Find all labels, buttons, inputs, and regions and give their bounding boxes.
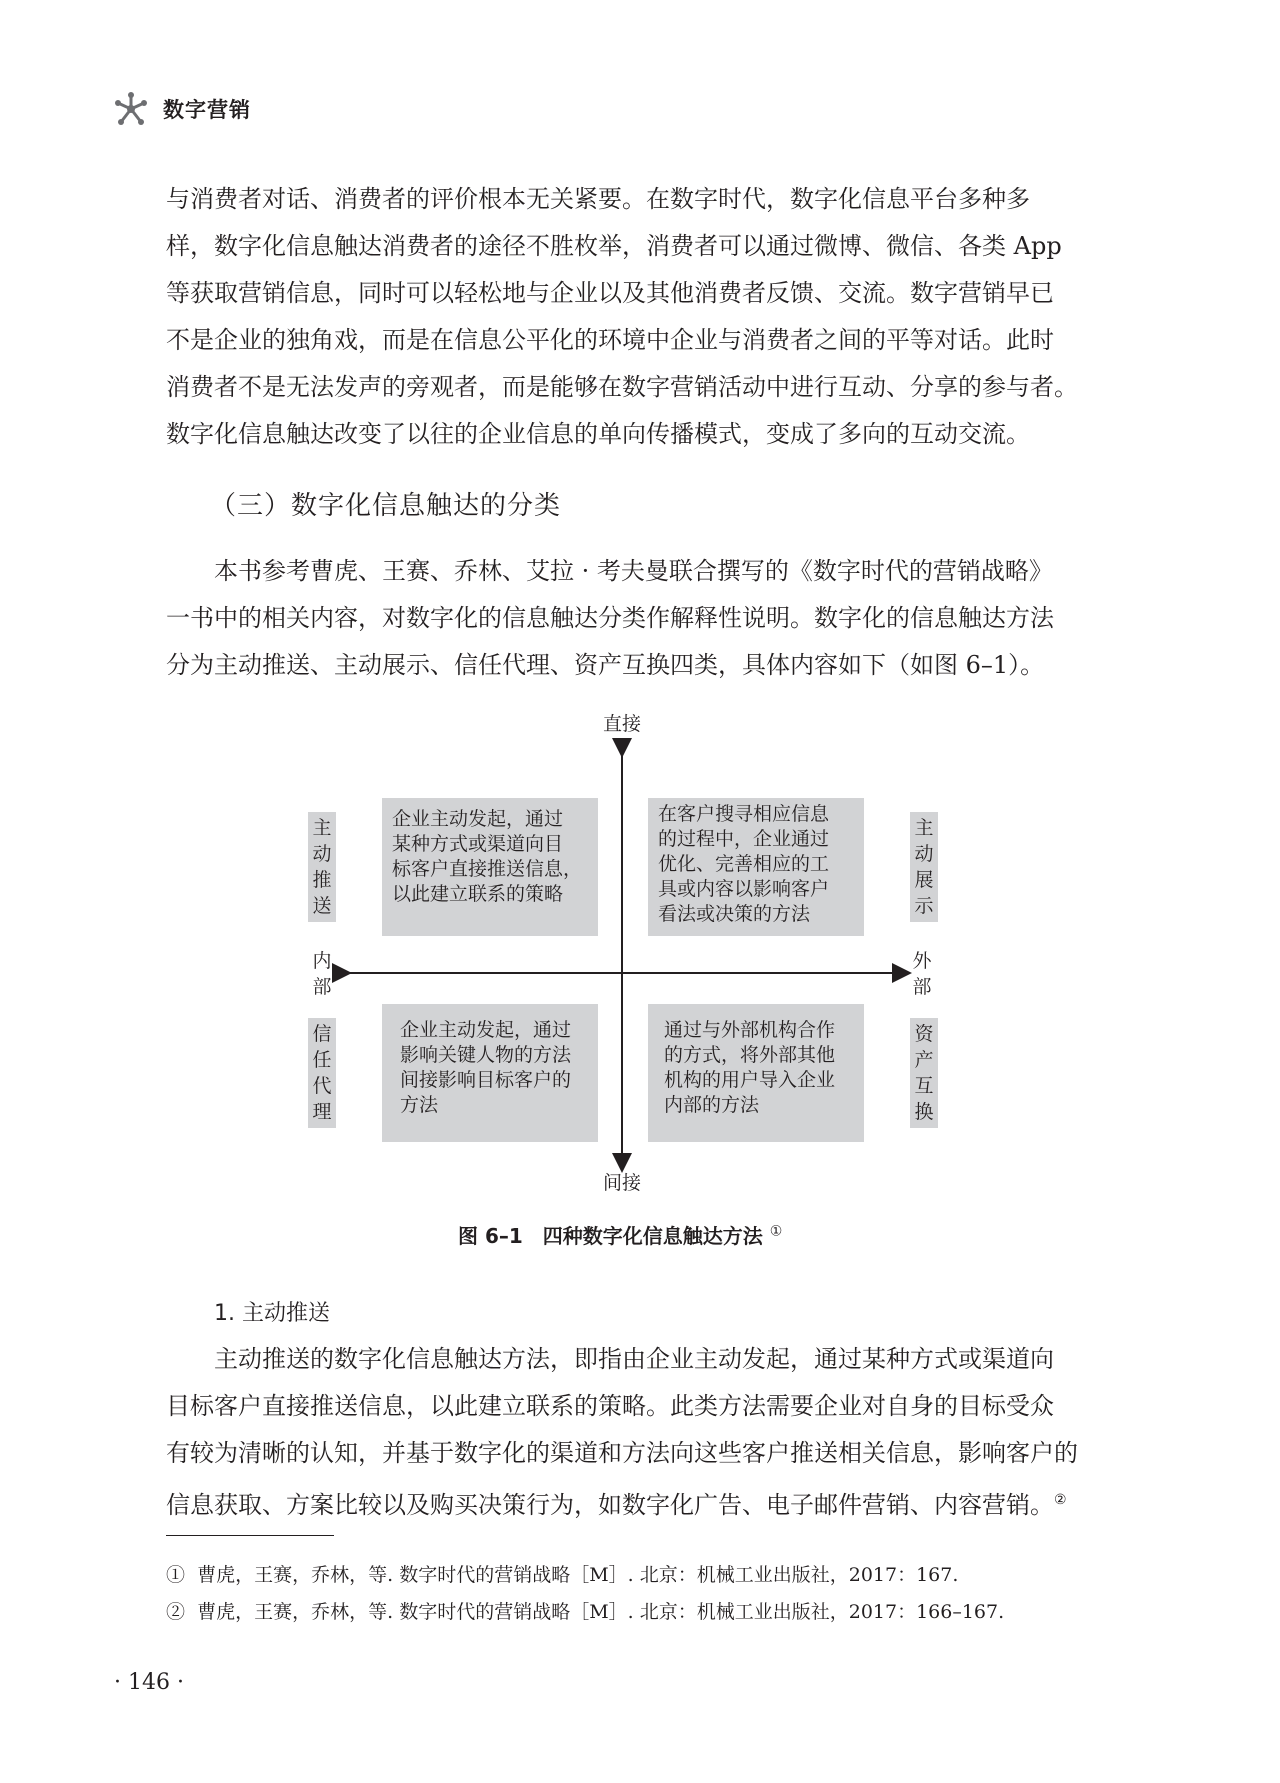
axis-label-right: 外 部 (912, 950, 932, 998)
page-number: · 146 · (114, 1670, 184, 1695)
side-label-top-left: 主 动 推 送 (308, 812, 336, 922)
box-line: 具或内容以影响客户 (658, 878, 830, 900)
side-label-bottom-right: 资 产 互 换 (910, 1018, 938, 1128)
footnote-ref-2: ② (1054, 1492, 1067, 1508)
box-line: 某种方式或渠道向目 (392, 833, 564, 855)
figure-caption (458, 1220, 782, 1249)
footnote-2 (166, 1597, 1004, 1624)
body-paragraph-3 (166, 1336, 1096, 1529)
quadrant-box-bottom-left (382, 1004, 598, 1142)
text-line: 目标客户直接推送信息，以此建立联系的策略。此类方法需要企业对自身的目标受众 (166, 1392, 1054, 1420)
side-label-top-right: 主 动 展 示 (910, 812, 938, 922)
footnote-text: 曹虎，王赛，乔林，等. 数字时代的营销战略［M］. 北京：机械工业出版社，2017：167. (197, 1564, 959, 1586)
box-line: 影响关键人物的方法 (400, 1044, 572, 1066)
box-line: 的过程中，企业通过 (658, 828, 830, 850)
sub-heading: 1. 主动推送 (214, 1301, 330, 1326)
text-line: 主动推送的数字化信息触达方法，即指由企业主动发起，通过某种方式或渠道向 (214, 1345, 1054, 1373)
figure-caption-text: 图 6–1 四种数字化信息触达方法 (458, 1224, 763, 1248)
footnote-ref-1: ① (769, 1223, 783, 1240)
quadrant-box-bottom-right (648, 1004, 864, 1142)
quadrant-diagram (300, 713, 980, 1206)
box-line: 企业主动发起，通过 (392, 808, 564, 830)
box-line: 在客户搜寻相应信息 (658, 803, 830, 825)
body-paragraph-1 (166, 176, 1096, 458)
text-line: 消费者不是无法发声的旁观者，而是能够在数字营销活动中进行互动、分享的参与者。 (166, 373, 1078, 401)
text-line: 不是企业的独角戏，而是在信息公平化的环境中企业与消费者之间的平等对话。此时 (166, 326, 1054, 354)
axis-label-left: 内 部 (312, 950, 332, 998)
axis-label-bottom: 间接 (602, 1172, 641, 1194)
box-line: 间接影响目标客户的 (400, 1069, 572, 1091)
asterisk-logo-icon (114, 92, 148, 126)
box-line: 内部的方法 (664, 1094, 760, 1116)
footnote-mark: ② (166, 1601, 186, 1623)
text-line: 有较为清晰的认知，并基于数字化的渠道和方法向这些客户推送相关信息，影响客户的 (166, 1439, 1078, 1467)
box-line: 机构的用户导入企业 (664, 1069, 836, 1091)
quadrant-box-top-left (382, 798, 598, 936)
quadrant-box-top-right (648, 798, 864, 936)
footnote-1 (166, 1560, 958, 1587)
axis-label-top: 直接 (602, 713, 641, 735)
footnote-mark: ① (166, 1564, 186, 1586)
box-line: 看法或决策的方法 (658, 903, 811, 925)
text-line: 本书参考曹虎、王赛、乔林、艾拉 · 考夫曼联合撰写的《数字时代的营销战略》 (214, 557, 1053, 585)
box-line: 方法 (400, 1094, 439, 1116)
text-line: 与消费者对话、消费者的评价根本无关紧要。在数字时代，数字化信息平台多种多 (166, 185, 1030, 213)
box-line: 优化、完善相应的工 (658, 853, 830, 875)
box-line: 企业主动发起，通过 (400, 1019, 572, 1041)
box-line: 标客户直接推送信息， (392, 858, 583, 880)
box-line: 的方式，将外部其他 (664, 1044, 836, 1066)
text-line: 样，数字化信息触达消费者的途径不胜枚举，消费者可以通过微博、微信、各类 App (166, 232, 1062, 260)
text-line-content: 信息获取、方案比较以及购买决策行为，如数字化广告、电子邮件营销、内容营销。 (166, 1491, 1054, 1519)
body-paragraph-2 (166, 548, 1096, 689)
text-line: 等获取营销信息，同时可以轻松地与企业以及其他消费者反馈、交流。数字营销早已 (166, 279, 1054, 307)
box-line: 通过与外部机构合作 (664, 1019, 836, 1041)
side-label-bottom-left: 信 任 代 理 (308, 1018, 336, 1128)
text-line: 一书中的相关内容，对数字化的信息触达分类作解释性说明。数字化的信息触达方法 (166, 604, 1054, 632)
footnote-divider (166, 1535, 334, 1536)
box-line: 以此建立联系的策略 (392, 883, 564, 905)
footnote-text: 曹虎，王赛，乔林，等. 数字时代的营销战略［M］. 北京：机械工业出版社，2017：166–167. (197, 1601, 1005, 1623)
text-line: 分为主动推送、主动展示、信任代理、资产互换四类，具体内容如下（如图 6–1）。 (166, 651, 1045, 679)
text-line: 数字化信息触达改变了以往的企业信息的单向传播模式，变成了多向的互动交流。 (166, 420, 1030, 448)
running-header-title: 数字营销 (163, 98, 251, 122)
section-heading: （三）数字化信息触达的分类 (210, 491, 562, 521)
text-line (166, 1477, 1096, 1529)
